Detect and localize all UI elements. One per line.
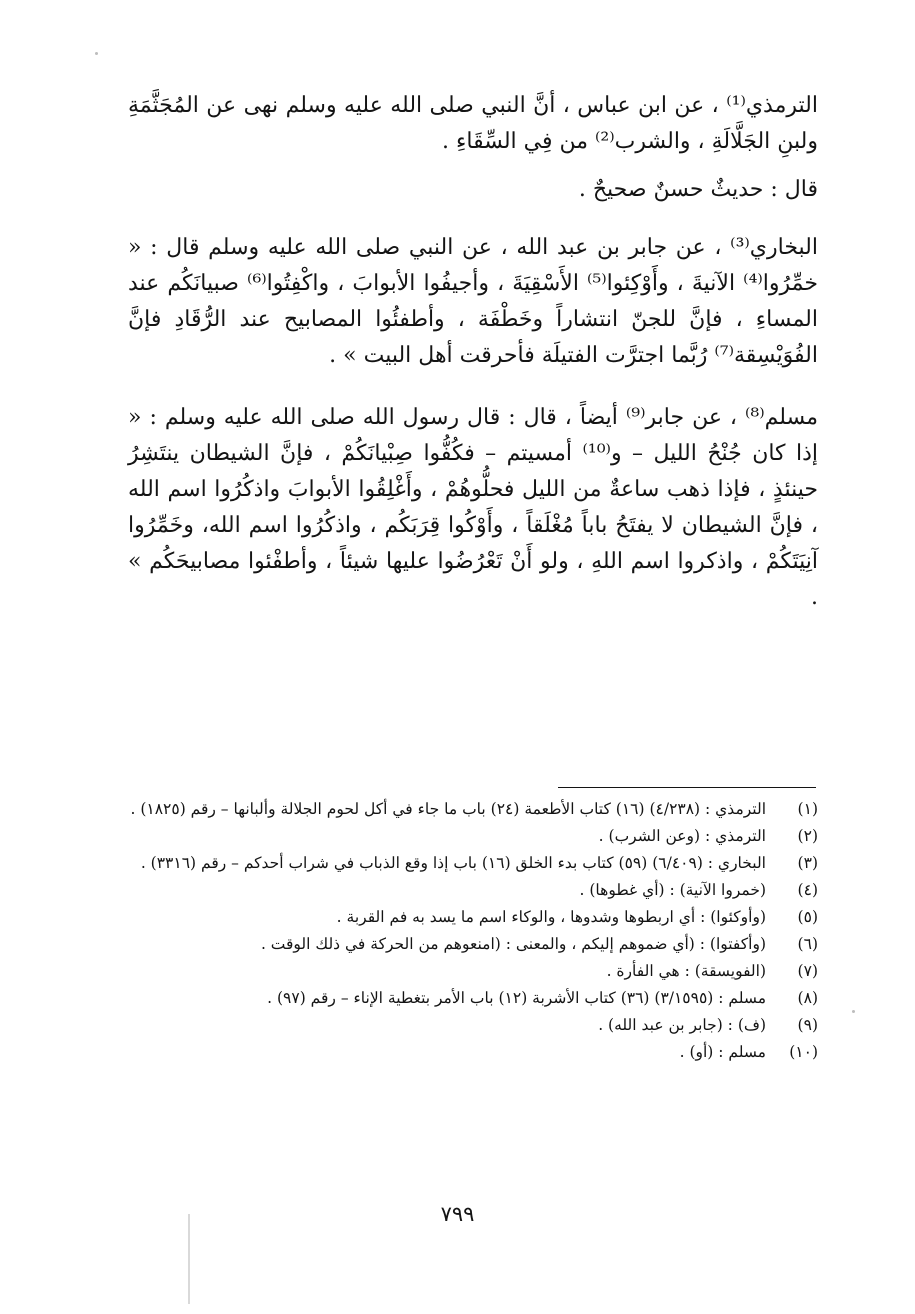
footnote-item [128,1012,818,1038]
footnote-number: (٥) [797,908,818,926]
footnote-item [128,877,818,903]
footnote-text: (خمروا الآنية) : (أي غطوها) . [579,881,766,899]
footnote-number: (٣) [797,854,818,872]
footnote-text: (ف) : (جابر بن عبد الله) . [598,1016,766,1034]
paragraph-muslim: مسلم⁽⁸⁾ ، عن جابر⁽⁹⁾ أيضاً ، قال : قال رسول الله صلى الله عليه وسلم : « إذا كان جُنْحُ الليل – و⁽¹⁰⁾ أمسيتم – فكُفُّوا صِبْيانَكُمْ ، فإنَّ الشيطان ينتَشِرُ حينئذٍ ، فإذا ذهب ساعةٌ من الليل فحلُّوهُمْ ، وأَغْلِقُوا الأبوابَ واذكُرُوا اسم الله ، فإنَّ الشيطان لا يفتَحُ باباً مُغْلَقاً ، وأَوْكُوا قِرَبَكُم ، واذكُرُوا اسم الله، وخَمِّرُوا آنِيَتَكُمْ ، واذكروا اسم اللهِ ، ولو أَنْ تَعْرُضُوا عليها شيئاً ، وأطفْئوا مصابيحَكُم » . [128,405,819,610]
footnote-number: (٤) [797,881,818,899]
footnote-separator [558,787,816,788]
footnote-item [128,1039,818,1065]
footnote-text: الترمذي : (وعن الشرب) . [598,827,766,845]
footnote-text: مسلم : (أو) . [679,1043,766,1061]
footnote-number: (٨) [797,989,818,1007]
footnote-text: البخاري : (٦/٤٠٩) (٥٩) كتاب بدء الخلق (١٦) باب إذا وقع الذباب في شراب أحدكم – رقم (٣٣١٦) . [140,854,766,872]
paragraph-grading: قال : حديثٌ حسنٌ صحيحٌ . [578,177,818,202]
footnote-number: (٩) [797,1016,818,1034]
footnote-number: (١) [797,800,818,818]
paragraph-tirmidhi: الترمذي⁽¹⁾ ، عن ابن عباس ، أنَّ النبي صلى الله عليه وسلم نهى عن المُجَثَّمَةِ ولبنِ الجَلَّالَةِ ، والشرب⁽²⁾ من فِي السِّقَاءِ . [128,93,818,154]
footnote-number: (٦) [797,935,818,953]
footnote-text: الترمذي : (٤/٢٣٨) (١٦) كتاب الأطعمة (٢٤) باب ما جاء في أكل لحوم الجلالة وألبانها – رقم (١٨٢٥) . [130,800,766,818]
footnote-text: (الفويسقة) : هي الفأرة . [606,962,766,980]
scan-artifact-dot [852,1010,855,1013]
scan-artifact-dot [95,52,98,55]
footnote-text: (وأكفتوا) : (أي ضموهم إليكم ، والمعنى : (امنعوهم من الحركة في ذلك الوقت . [260,935,766,953]
footnote-item [128,904,818,930]
footnote-number: (٧) [797,962,818,980]
scan-artifact-line [188,1214,190,1304]
footnote-text: (وأوكئوا) : أي اربطوها وشدوها ، والوكاء اسم ما يسد به فم القربة . [336,908,766,926]
footnote-item [128,850,818,876]
page-number: ٧٩٩ [440,1202,475,1226]
footnote-item [128,958,818,984]
footnote-item [128,931,818,957]
footnote-number: (١٠) [789,1043,818,1061]
footnote-text: مسلم : (٣/١٥٩٥) (٣٦) كتاب الأشربة (١٢) باب الأمر بتغطية الإناء – رقم (٩٧) . [267,989,766,1007]
footnote-item [128,796,818,822]
main-text [128,88,818,616]
footnotes-list [128,796,818,1066]
paragraph-bukhari: البخاري⁽³⁾ ، عن جابر بن عبد الله ، عن النبي صلى الله عليه وسلم قال : « خمِّرُوا⁽⁴⁾ الآنيةَ ، وأَوْكِئوا⁽⁵⁾ الأَسْقِيَةَ ، وأجيفُوا الأبوابَ ، واكْفِتُوا⁽⁶⁾ صبيانَكُم عند المساءِ ، فإنَّ للجنّ انتشاراً وخَطْفَة ، وأطفئُوا المصابيح عند الرُّقَادِ فإنَّ الفُوَيْسِقة⁽⁷⁾ رُبَّما اجترَّت الفتيلَة فأحرقت أهل البيت » . [128,235,818,368]
footnote-item [128,823,818,849]
footnote-number: (٢) [797,827,818,845]
footnote-item [128,985,818,1011]
